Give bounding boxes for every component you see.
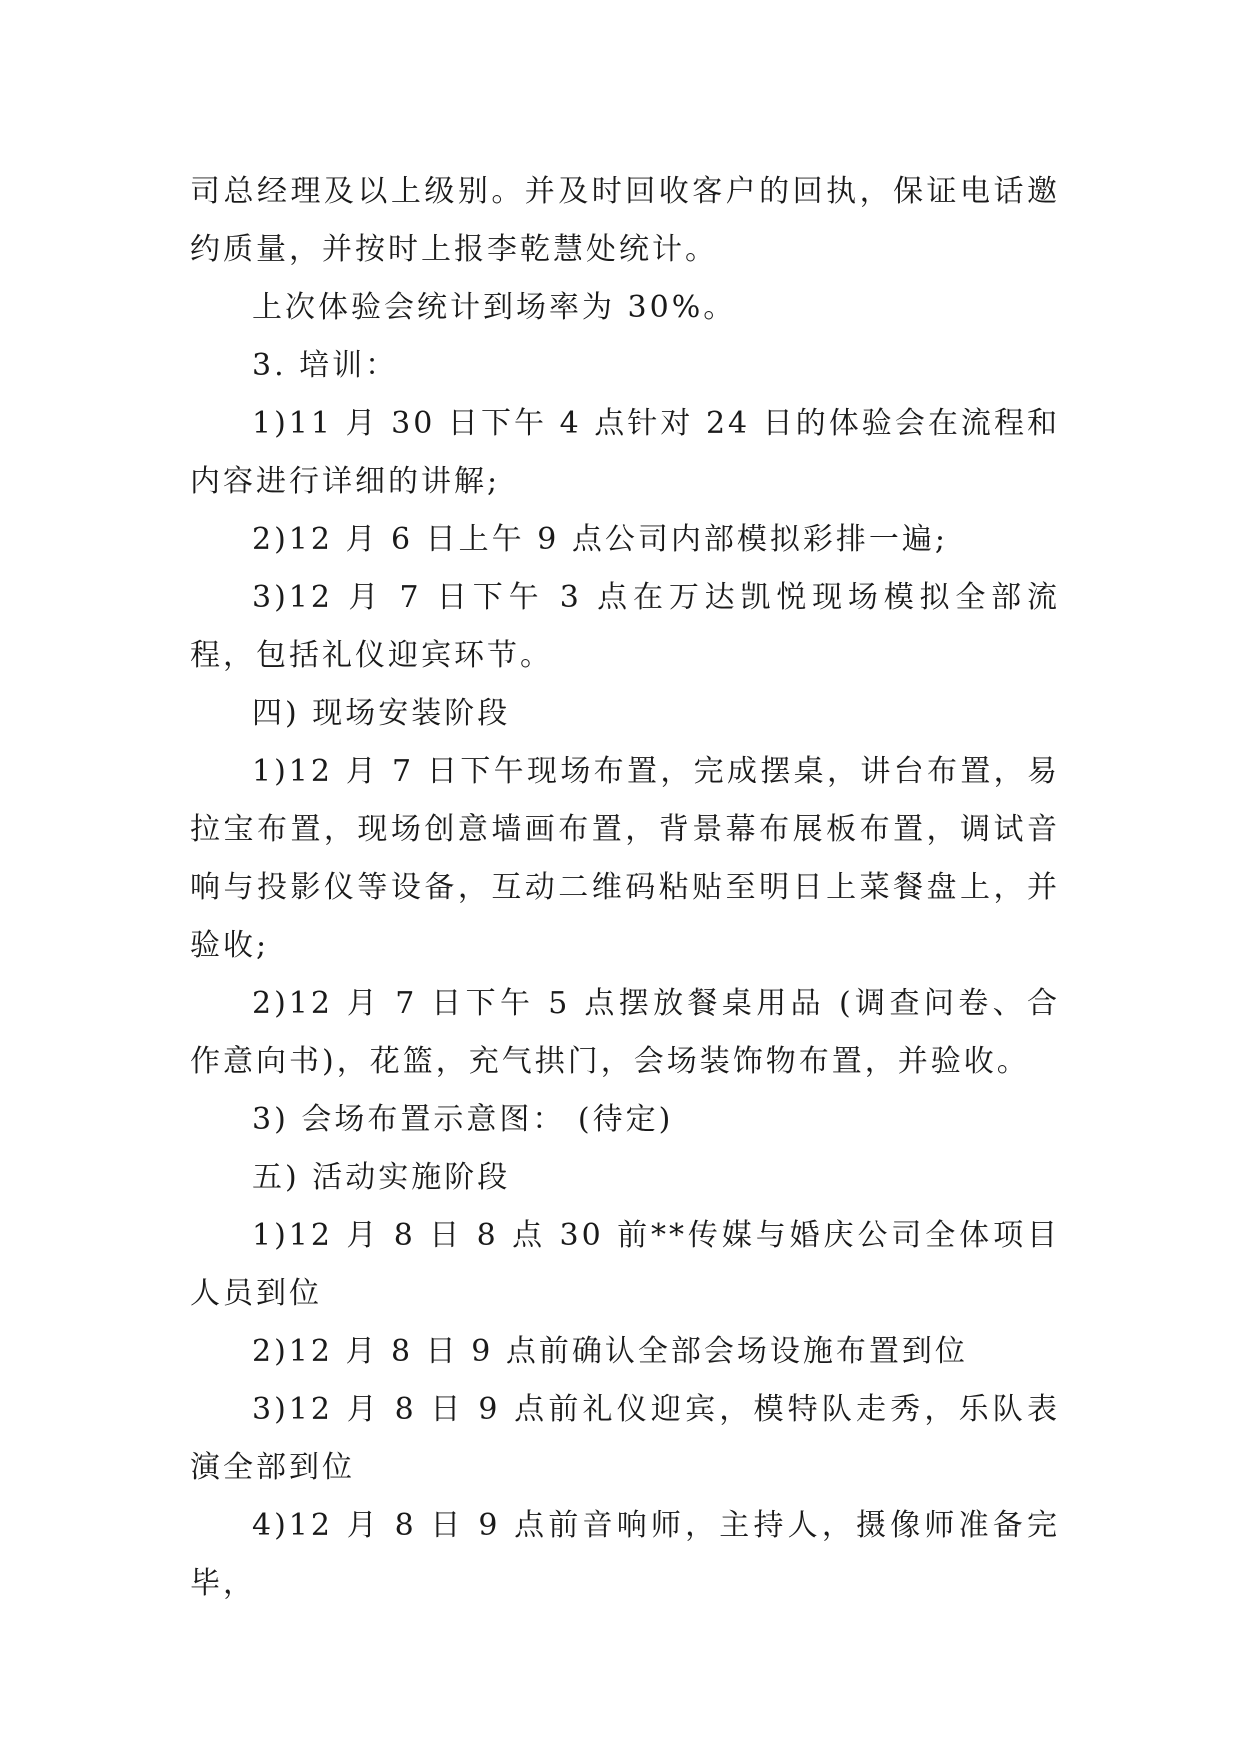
document-body	[190, 163, 1060, 1613]
paragraph-10: 3) 会场布置示意图： (待定)	[252, 1102, 674, 1137]
paragraph-2: 上次体验会统计到场率为 30%。	[252, 290, 737, 325]
paragraph-12: 1)12 月 8 日 8 点 30 前**传媒与婚庆公司全体项目人员到位	[190, 1218, 1060, 1311]
paragraph-1: 司总经理及以上级别。并及时回收客户的回执，保证电话邀约质量，并按时上报李乾慧处统计。	[190, 174, 1060, 267]
paragraph-9: 2)12 月 7 日下午 5 点摆放餐桌用品 (调查问卷、合作意向书)，花篮，充气拱门，会场装饰物布置，并验收。	[190, 986, 1060, 1079]
section-heading-5: 五) 活动实施阶段	[252, 1160, 511, 1195]
paragraph-8: 1)12 月 7 日下午现场布置，完成摆桌，讲台布置，易拉宝布置，现场创意墙画布置，背景幕布展板布置，调试音响与投影仪等设备，互动二维码粘贴至明日上菜餐盘上，并验收;	[190, 754, 1060, 963]
paragraph-13: 2)12 月 8 日 9 点前确认全部会场设施布置到位	[252, 1334, 968, 1369]
paragraph-15: 4)12 月 8 日 9 点前音响师，主持人，摄像师准备完毕，	[190, 1508, 1060, 1601]
paragraph-5: 2)12 月 6 日上午 9 点公司内部模拟彩排一遍;	[252, 522, 948, 557]
paragraph-4: 1)11 月 30 日下午 4 点针对 24 日的体验会在流程和内容进行详细的讲解;	[190, 406, 1060, 499]
paragraph-6: 3)12 月 7 日下午 3 点在万达凯悦现场模拟全部流程，包括礼仪迎宾环节。	[190, 580, 1060, 673]
section-heading-4: 四) 现场安装阶段	[252, 696, 511, 731]
paragraph-3: 3. 培训：	[252, 348, 399, 383]
paragraph-14: 3)12 月 8 日 9 点前礼仪迎宾，模特队走秀，乐队表演全部到位	[190, 1392, 1060, 1485]
